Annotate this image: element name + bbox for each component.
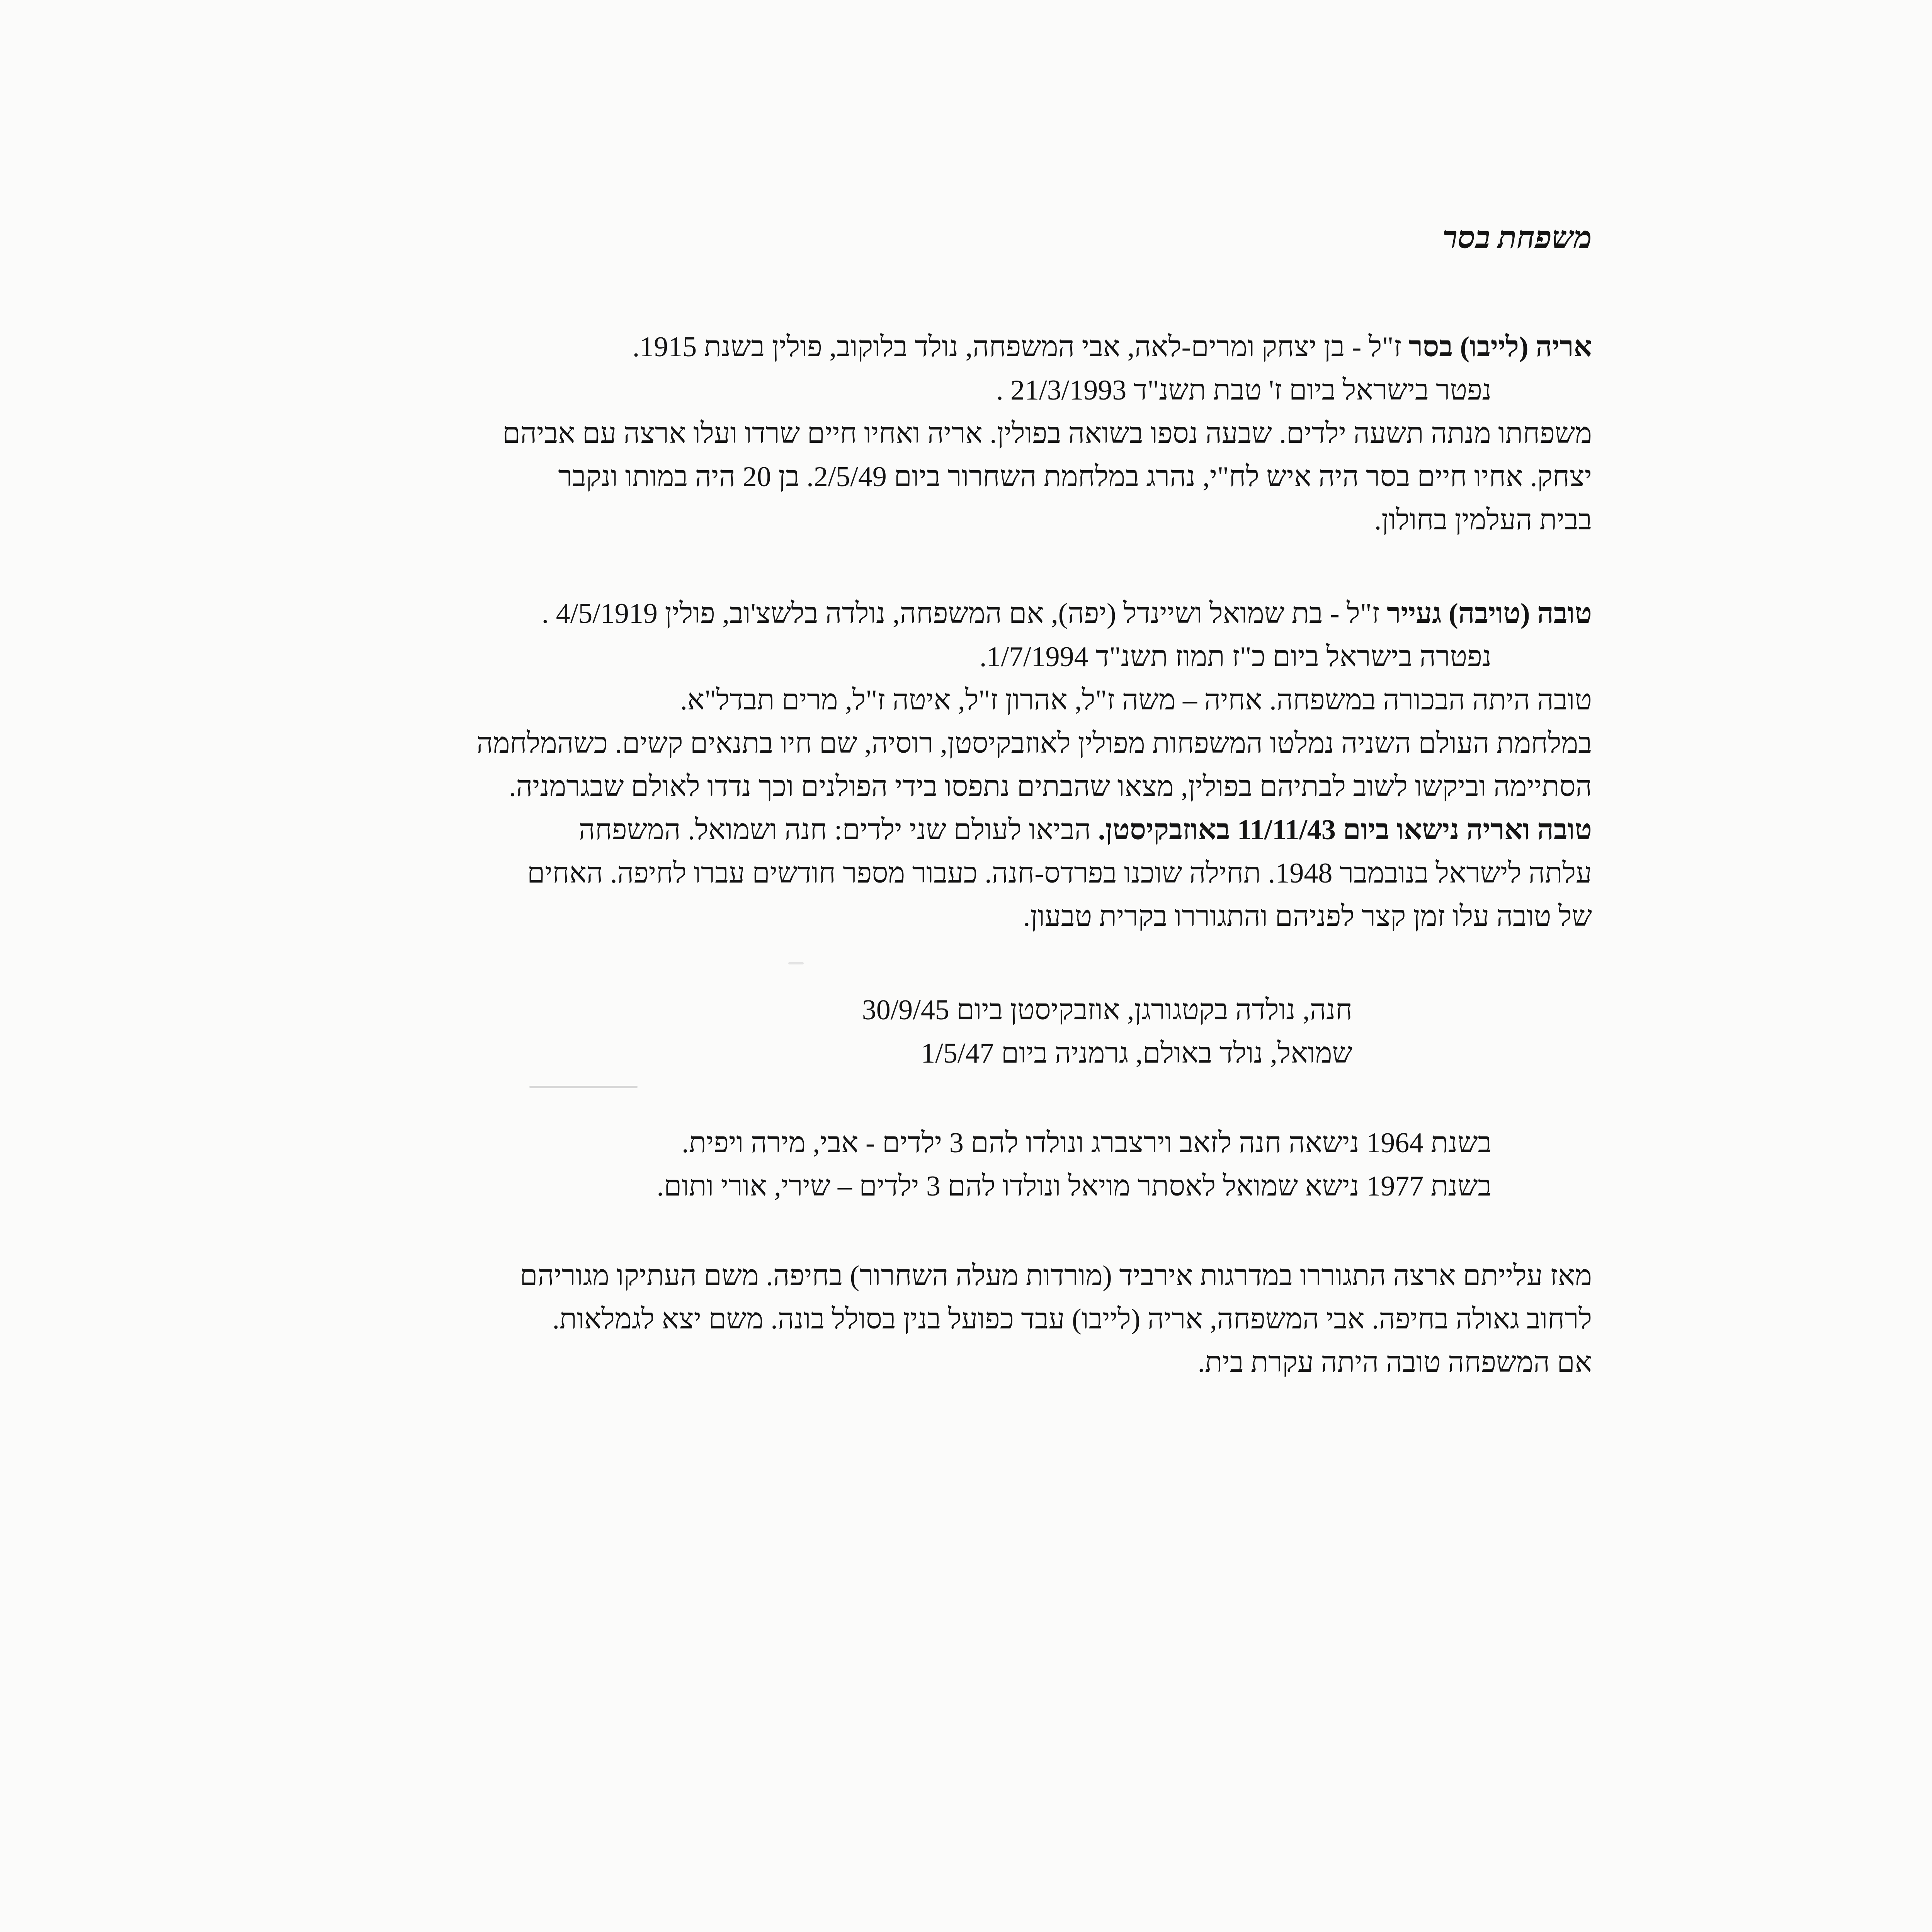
- closing-line-2: לרחוב גאולה בחיפה. אבי המשפחה, אריה (לייבו) עבד כפועל בנין בסולל בונה. משם יצא לגמלאות.: [552, 1303, 1592, 1335]
- child-hana: חנה, נולדה בקטגורגן, אוזבקיסטן ביום 30/9/45: [862, 994, 1352, 1026]
- tova-biography: [263, 592, 1592, 938]
- paragraph-gap: [263, 1208, 1592, 1254]
- child-shmuel: שמואל, נולד באולם, גרמניה ביום 1/5/47: [921, 1037, 1352, 1069]
- tova-line-8: של טובה עלו זמן קצר לפניהם והתגוררו בקרית טבעון.: [1023, 901, 1592, 932]
- tova-line-3: טובה היתה הבכורה במשפחה. אחיה – משה ז"ל, אהרון ז"ל, איטה ז"ל, מרים תבדל"א.: [680, 684, 1592, 716]
- paragraph-gap: [263, 938, 1592, 988]
- document-body: [263, 216, 1592, 1384]
- paragraph-gap: [263, 1075, 1592, 1121]
- arie-line-5: בבית העלמין בחולון.: [1374, 504, 1592, 536]
- arie-line-3: משפחתו מנתה תשעה ילדים. שבעה נספו בשואה בפולין. אריה ואחיו חיים שרדו ועלו ארצה עם אביהם: [502, 418, 1592, 449]
- arie-line-1: [263, 325, 1592, 369]
- marriage-statement: טובה ואריה נישאו ביום 11/11/43 באוזבקיסטן.: [1098, 814, 1592, 846]
- tova-line-1: [263, 592, 1592, 635]
- closing-line-3: אם המשפחה טובה היתה עקרת בית.: [1197, 1347, 1592, 1378]
- tova-line-4: במלחמת העולם השניה נמלטו המשפחות מפולין לאוזבקיסטן, רוסיה, שם חיו בתנאים קשים. כשהמלחמה: [476, 728, 1592, 759]
- marriage-shmuel: בשנת 1977 נישא שמואל לאסתר מויאל ונולדו להם 3 ילדים – שירי, אורי ותום.: [656, 1170, 1492, 1202]
- marriages-list: [263, 1121, 1592, 1208]
- arie-line-4: יצחק. אחיו חיים בסר היה איש לח"י, נהרג במלחמת השחרור ביום 2/5/49. בן 20 היה במותו ונקבר: [558, 461, 1592, 493]
- arie-line-2: נפטר בישראל ביום ז' טבת תשנ"ד 21/3/1993 .: [996, 374, 1492, 406]
- tova-line-5: הסתיימה וביקשו לשוב לבתיהם בפולין, מצאו שהבתים נתפסו בידי הפולנים וכך נדדו לאולם שבגרמניה.: [509, 771, 1592, 803]
- scan-smudge: [788, 962, 804, 964]
- children-list: [263, 988, 1592, 1075]
- tova-line-6-text: הביאו לעולם שני ילדים: חנה ושמואל. המשפחה: [578, 814, 1098, 846]
- paragraph-gap: [263, 542, 1592, 592]
- arie-name: אריה (לייבו) בסר: [1408, 331, 1592, 363]
- closing-paragraph: [263, 1254, 1592, 1384]
- tova-line-1-text: ז"ל - בת שמואל ושיינדל (יפה), אם המשפחה, נולדה בלשצ'וב, פולין 4/5/1919 .: [541, 598, 1387, 629]
- arie-line-1-text: ז"ל - בן יצחק ומרים-לאה, אבי המשפחה, נולד בלוקוב, פולין בשנת 1915.: [632, 331, 1409, 363]
- document-title: משפחת בסר: [1442, 221, 1592, 255]
- tova-line-2: נפטרה בישראל ביום כ"ז תמוז תשנ"ד 1/7/1994.: [979, 641, 1492, 673]
- tova-line-7: עלתה לישראל בנובמבר 1948. תחילה שוכנו בפרדס-חנה. כעבור מספר חודשים עברו לחיפה. האחים: [527, 857, 1592, 889]
- closing-line-1: מאז עלייתם ארצה התגוררו במדרגות אירביד (מורדות מעלה השחרור) בחיפה. משם העתיקו מגוריהם: [520, 1260, 1592, 1292]
- arie-biography: [263, 325, 1592, 542]
- tova-line-6: [263, 808, 1592, 852]
- marriage-hana: בשנת 1964 נישאה חנה לזאב וירצברג ונולדו להם 3 ילדים - אבי, מירה ויפית.: [682, 1127, 1492, 1159]
- tova-name: טובה (טויבה) געייר: [1387, 598, 1592, 629]
- scan-smudge: [529, 1086, 638, 1088]
